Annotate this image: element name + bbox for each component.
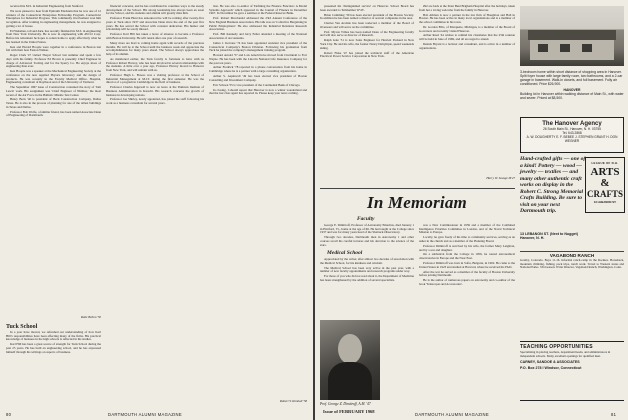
paragraph: Ed Weisman, tall and dark, has recently finished his M.S. in engineering from New York University. He is now in engineering with AVCO Corp. Before his retirement he hopes to return home to apply effectively what he has learned in the United States. xyxy=(6,28,101,44)
house-window xyxy=(560,44,570,52)
paragraph: Roger Clark '47 visited Thayer School last summer and spent a few days with his family. Professor Ed Brown is presently Chief Engineer in charge of Advanced Tooling and for the Sperry Co. He enjoys more of engineering than ever. xyxy=(6,53,101,69)
paragraph: Through two decades, Dartmouth men in Astronomy 1 and other courses recall his careful lectures and his devotion to the science of the stars. xyxy=(320,235,414,247)
paragraph: The Medical School has been very active in the past year, with a number of new faculty appointments and research programs under way. xyxy=(320,265,414,274)
portrait-body xyxy=(328,362,372,400)
agency-phone: Tel. 643-2868 xyxy=(562,131,582,135)
paragraph: Prof. Myron Tribus has been named Dean of the Engineering faculty and will also serve as director of Research. xyxy=(320,29,414,38)
right-page xyxy=(315,0,628,420)
paragraph: Prof. Robert Macdonald addressed the 23rd Annual Conference of the New England Business Association. His talk was on 'Collective Bargaining in Public Employment.' He also addressed the Industrial Relations Research Association. xyxy=(209,16,307,32)
house-photo xyxy=(520,6,624,66)
paragraph: Brian Cumming '39 has been elected president of the Boston Society. In addition he has been named a director of several companies in the area. xyxy=(320,12,414,21)
crafts-ad-text: Hand-crafted gifts — one of a kind! Pottery — wood — jewelry — textiles — and many other authentic craft works on display in the Robert C. Strong Memorial Crafts Building. Be sure to visit on your next Dartmouth trip. xyxy=(520,156,586,214)
paragraph: Professor Charles Ingersoll is now on leave at the Pakistan Institute of Business Administration in Karachi. His research concerns the growth of business in developing nations. xyxy=(106,85,204,97)
paragraph: Dr. Gordon Ellis, of Marquette, Michigan, is a member of the Board of Governors and recently visited Hanover. xyxy=(419,24,515,33)
house-ad-town: HANOVER xyxy=(563,88,581,92)
left-column-1-signature: Rube Belton '50 xyxy=(80,315,101,319)
paragraph: After the war he served as a member of the faculty of Boston University before joining Dartmouth. xyxy=(419,269,515,278)
paragraph: Professor Joe Shirley, newly appointed, has joined the staff following his work as a business consultant for several years. xyxy=(106,97,204,106)
paragraph: was a New Commissioner in 1959 and a member of the Combined Intelligence Priorities Committee in London, and of the Naval Technical Mission to Europe. xyxy=(419,223,515,235)
paragraph: Bob Allman is now a partner in the law firm of Houghton and Hall in Boston. He has been active in many local organizations and is a member of the school committee in his town. xyxy=(419,12,515,24)
ranch-heading: VAGABOND RANCH xyxy=(549,253,595,258)
paragraph: Arthur Fredrick '78 reported in a phone conversation from his home in Cambridge where he is a partner with a large consulting organization. xyxy=(209,65,307,74)
portrait-face xyxy=(338,334,362,364)
left-column-3-signature: Robert Y. Kimball '58 xyxy=(279,399,307,403)
agency-people: A. W. DOUGHERTY E. F. BEBEE J. STEPHEN GRANT H. DON WEGNER xyxy=(526,135,618,143)
paragraph: He is the author of numerous papers on astronomy and co-author of the book 'Telescopes and Accessories'. xyxy=(419,278,515,286)
left-column-1 xyxy=(6,5,101,321)
left-column-3 xyxy=(209,5,307,401)
paragraph: Professor Frank Hunt has announced he will be retiring after twenty-five years at Tuck since 1937 and Associate Dean since the end of the past five years. He has served the School with constant dedication. His humor and scholarship will be sorely missed. xyxy=(106,16,204,32)
in-memoriam-heading: In Memoriam xyxy=(367,193,467,212)
paragraph: Professor Dimitroff is survived by his wife, the former Mary Leighton, and by a son and daughter. xyxy=(419,243,515,252)
paragraph: Karl Hill has been a great source of strength for Tuck School during the past 25 years. He has built an engineering school, and he has expressed himself through his writings on aspects of business. xyxy=(6,342,101,354)
paragraph: Appreciated by the writer, after almost two decades of association with the Medical School, for his kindness and wisdom. xyxy=(320,257,414,265)
paragraph: Charles Van Arsdale has been reelected a member of the Board of Overseers and will serve on the committee. xyxy=(320,21,414,29)
paragraph: Ralph Gale '51 is now Sales Engineer for Hewlett Packard in New York City. He and his wife, the former Nancy Dalrymple, spend weekends skiing. xyxy=(320,38,414,50)
teaching-text: Specializing in placing teachers, department heads, and administrators in independent schools. Many excellent openings for qualified men. xyxy=(520,350,611,358)
crafts-logo-line-1: ARTS & xyxy=(590,166,620,189)
medical-school-heading: Medical School xyxy=(327,250,363,256)
paragraph: Many more are Karl is coming home again with records of the previous months. He will be at the School until the business week and appreciate the accomplishments for many years ahead. The School always appreciates the help of its alumni. xyxy=(106,40,204,56)
paragraph: presented his 'distinguished service' on Hanover. School Board has been awarded to 'Kilsheimer W'43'. xyxy=(320,4,414,12)
paragraph: Ken Hoople was a speaker at the Mechanical Engineering Society at the conference on the new Applied Physics laboratory and the design of products. He was recently in the Faculty Medical Office. Hospital, Engineering consultant of Raytheon and of the University of Vermont. xyxy=(6,69,101,85)
right-column-3 xyxy=(419,224,515,409)
left-page-number: 80 xyxy=(6,412,12,417)
right-footer-title: DARTMOUTH ALUMNI MAGAZINE xyxy=(415,412,489,417)
crafts-logo xyxy=(585,157,625,213)
tuck-school-text xyxy=(6,331,101,409)
paragraph: As mentioned earlier, the Tuck faculty is fortunate to have with us Professor Robert Harvey, who has been involved in several relationships with the students. A little over a year ago, Professor Harvey moved to Hanover from New York, and will remain with us. xyxy=(106,56,204,72)
paragraph: The September 1967 issue of Construction contained the story of Tom Lewis' work. His assignment was 'Chief Engineer of Nimbus,' the most recent of the Air Force in the Ballistic Missile Test Center. xyxy=(6,85,101,97)
paragraph: #92 are back at the Peter Bent Brigham Hospital after the holidays, taken from her a loving welcome from the family in Hanover. xyxy=(419,4,515,12)
paragraph: Professor Bob Wolfe, a familiar friend, has been named Associate Dean of Engineering of Dartmouth. xyxy=(6,109,101,118)
house-ad-text: 3-bedroom home within short distance of shopping area in Hanover. Split foyer house with large family room, two bathrooms, and a 2-car garage in basement. Walk-in closets, and full basement. Fully air conditioned. Price $26,900. xyxy=(520,70,623,86)
house-roof xyxy=(528,30,616,40)
paragraph: financial concerns, and he has contributed in countless ways to the steady development of the School. His strong leadership has always been an asset for the School, and his students and alumni will greatly miss him. xyxy=(106,4,204,16)
paragraph: Dennis Bryant is a lecturer and consultant, and is active in a number of organizations. xyxy=(419,42,515,50)
right-column-1 xyxy=(320,5,414,185)
house-ad xyxy=(520,70,624,100)
paragraph: Professor Karl Hill has taken a leave of absence to become a Professor with Boston University. He will return after one year of research. xyxy=(106,32,204,40)
teaching-heading: TEACHING OPPORTUNITIES xyxy=(520,344,593,350)
paragraph: Robert Fiske '47 has joined the technical staff of the American Electrical Power Service Corporation in New York. xyxy=(320,50,414,59)
paragraph: We were pleased to hear from Ephraim Edelstein that he was one of 12 winners of the Connecticut Enterprises Fellowship Program. Connecticut Enterprises for Industrial Progress. This community involvement won him recognition. After training in engineering management, he was assigned to getting a lot of house. xyxy=(6,8,101,28)
paragraph: James J. Ketrone '74 has been appointed assistant vice president of the Connecticut Company's Boston Division. Following his graduation from Tuck he joined the company's management training program. xyxy=(209,40,307,53)
faculty-heading: Faculty xyxy=(357,216,375,222)
paragraph: On a sabbatical from the College in 1956, he toured astronomical observatories in Europe and the Near East. xyxy=(419,252,515,261)
paragraph: received his M.S. in Industrial Engineering from Stanford. xyxy=(10,4,84,8)
paragraph: For those of you who did not read about it, the Department of Medicine has been strengthened by the addition of several specialists. xyxy=(320,274,415,282)
paragraph: tion. He was also co-author of 'Defining the Finance Function: A Model Systems Approach' which appeared in the Journal of Finance in December 1967. In November he gave a seminar at the Federal Reserve Bank. xyxy=(209,4,307,16)
paragraph: Arthur S. Aspinwall '49 has been elected vice president of Boston Consulting and Investment Company. xyxy=(209,74,307,82)
paragraph: In closing, I should repeat that Hanover is now a winter wonderland and that the last class agent has reported in. Please keep your news coming. xyxy=(209,87,307,96)
agency-address: 26 South Main St., Hanover, N. H. 03755 xyxy=(543,127,601,131)
agency-name: The Hanover Agency xyxy=(542,121,602,127)
right-page-number: 81 xyxy=(611,412,617,417)
house-window xyxy=(582,44,592,52)
house-ad-detail: Building lot in Hanover within walking distance of Main St., with water and sewer. Priced at $8,500. xyxy=(520,92,624,100)
crafts-logo-top: LEAGUE OF N.H. xyxy=(591,161,619,165)
left-page xyxy=(0,0,313,420)
left-column-2 xyxy=(106,5,204,409)
crafts-address: 13 LEBANON ST. (Next to Nugget) Hanover, N. H. xyxy=(520,232,578,241)
left-footer-title: DARTMOUTH ALUMNI MAGAZINE xyxy=(108,412,182,417)
agency-ad xyxy=(520,117,624,153)
in-memoriam-rule xyxy=(320,188,515,189)
faculty-text xyxy=(320,223,414,247)
photo-caption: Prof. George Z. Dimitroff, A.M. '47 xyxy=(320,402,371,406)
teaching-agency: CARNEY, SANDOE & ASSOCIATES xyxy=(520,360,580,365)
right-column-2-signature: Harry W. Savage M'27 xyxy=(486,176,515,180)
house-window xyxy=(538,44,548,52)
paragraph: Prof. Bill Kennedy and Jerry Feiler attended a meeting of the National Association of Accountants. xyxy=(209,32,307,40)
issue-label: Issue of FEBRUARY 1968 xyxy=(323,409,375,414)
right-column-2 xyxy=(419,5,515,178)
paragraph: George E. Dimitroff, Professor of Astronomy Emeritus, died January 1 in Hartford, Vt., home at the age of 66. He had taught at the College since 1937 and was for many years head of the Shattuck Observatory. xyxy=(320,223,414,235)
tuck-school-heading: Tuck School xyxy=(6,324,38,330)
teaching-ad xyxy=(520,341,624,401)
paragraph: In a year have moved, we refreshed our understanding of how Karl Hill's responsibilities have been affecting many of the firms. His practical knowledge of business in the high schools is reflected in his studies. xyxy=(6,330,101,342)
paragraph: Ken and Harold Hoople were together in a conference in Boston last fall with their host Easton Walker. xyxy=(6,44,101,53)
ranch-rule xyxy=(520,251,624,252)
paragraph: Arthur Reed '44 wishes to remind his classmates that the 25th reunion will be held in June of 1969, and all are urged to attend. xyxy=(419,33,515,42)
crafts-logo-bottom: 13 LEBANON ST. xyxy=(593,200,617,204)
paragraph: Henry Beck '46 is president of Beck Construction Company, Dallas Texas. He is also in the process of planning for one of the tallest buildings in Texas and Dallas. xyxy=(6,97,101,109)
paragraph: Professor Dimitroff was born in Sofia, Bulgaria, in 1902. He came to the United States in 1923 and studied at Harvard, where he received his Ph.D. xyxy=(419,261,515,269)
paragraph: Eric Schoen '55 is vice president of the Continental Bank of Chicago. xyxy=(213,82,301,87)
medical-school-text xyxy=(320,258,414,318)
teaching-address: P.O. Box 278 I Windsor, Connecticut xyxy=(520,366,582,371)
paragraph: Professor Hugh L. Bowes was a visiting professor at the School of Industrial Management at M.I.T. during the first semester. He was the director of a program in Cambridge in the field of business. xyxy=(106,72,204,85)
ranch-text: Granby, Colorado. Boys 11-16. Informal ranch-camp in the Rockies. Horseback, mountain climbing, fishing, pack trips, ranch work. Travel to Western states and National Parks. 33rd season. Write Director, Vagabond Ranch, Washington, Conn. xyxy=(520,258,624,270)
paragraph: Locally, he gave freely of his time to community services, serving as an usher in the church and as a member of the Planning Board. xyxy=(419,235,515,243)
portrait-photo xyxy=(320,320,380,400)
paragraph: Howard Arnold '57 and Lois Arnold have moved from Cincinnati to Fort Wayne. He has been with the Lincoln National Life Insurance Company for the past ten years. xyxy=(209,53,307,65)
crafts-logo-line-2: CRAFTS xyxy=(586,189,623,199)
